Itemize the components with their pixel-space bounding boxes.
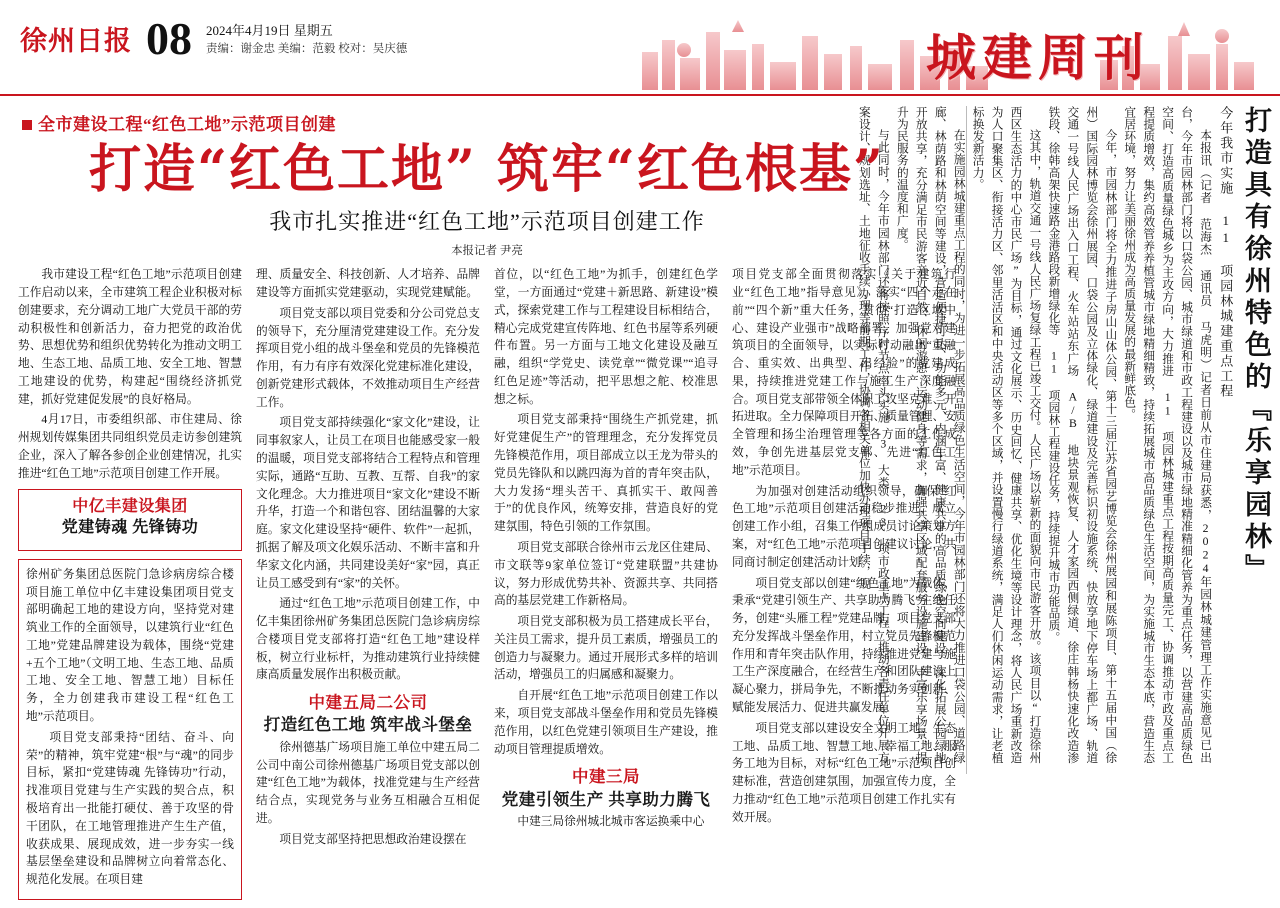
paragraph: 项目党支部秉持“团结、奋斗、向荣”的精神，筑牢党建“根”与“魂”的同步目标，紧扣“党建铸魂 先锋铸功”行动，找准项目党建与生产实践的契合点，积极培育出一批能打硬仗、善于攻坚的骨干团队，在工地管理推进产生生产值，收获成果、展现成效，进一步夯实一线基层堡垒建设和品牌树立向着常态化、规范化发展。在项目建 — [26, 730, 234, 887]
paragraph: 我市建设工程“红色工地”示范项目创建工作启动以来，全市建筑工程企业积极对标创建要求，充分调动工地广大党员干部的劳动积极性和创新活力，奋力把党的政治优势、思想优势和组织优势转化为推动文明工地、生态工地、品质工地、安全工地、智慧工地建设的优势，构建起“围绕经济抓党建，抓好党建促发展”的良好格局。 — [18, 268, 242, 406]
article-kicker — [22, 110, 956, 135]
paragraph: 通过“红色工地”示范项目创建工作，中亿丰集团徐州矿务集团总医院门急诊病房综合楼项目党支部将打造“红色工地”建设样板，树立行业标杆，为推动建筑行业持续健康高质量发展作出积极贡献。 — [256, 597, 480, 682]
article-byline: 本报记者 尹亮 — [451, 245, 523, 258]
paragraph: 徐州德基广场项目施工单位中建五局二公司中南公司徐州德基广场项目党支部以创建“红色工地”为载体，找准党建与生产经营结合点，实现党务与业务互相融合互相促进。 — [256, 740, 480, 825]
page-number: 08 — [146, 13, 192, 64]
paragraph: 项目党支部持续强化“家文化”建设，让同事叙家人，让员工在项目也能感受家一般的温暖，项目党支部将结合工程特点和管理实际，通路“互助、互教、互帮、自我”的家文化理念。大力推进项目“家文化”建设不断升华，打造一个和谐包容、团结温馨的大家庭。家文化建设坚持“硬件、软件”一起抓，抓据了解及项文化娱乐活动、不断丰富和升华家文化内涵，共同建设美好“家”园，真正让员工感受到有“家”的关怀。 — [256, 416, 480, 590]
paragraph: 首位，以“红色工地”为抓手，创建红色学堂，一方面通过“党建＋新思路、新建设”模式，探索党建工作与工程建设目标相结合，精心完成党建宣传阵地、红色书屋等系列硬件布置。另一方面与工地文化建设及融互融，组织“学党史、读党章”“微党课”“追寻红色足迹”等活动，把平思想之舵、校准思想之标。 — [494, 268, 718, 406]
page-body — [0, 96, 1280, 887]
subsection-title-zhongjian5: 中建五局二公司 打造红色工地 筑牢战斗堡垒 — [263, 693, 473, 735]
paragraph: 在实施园林城建重点工程的同时，为进一步拓展高品质绿色生活空间，今年市园林部门还将大力推进口袋公园、道路绿廊、林荫路和林荫空间等建设，营造便捷可达、功能多元、内涵丰富、健康共享的高品质绿色空间建设。深化拓展公园绿地开放共享，充分满足市民游客亲近自然、休闲游憩、运动健身等需求，加强共享区域配套服务设施建设，丰富乐享场景，提升为民服务的温度和广度。 — [895, 106, 966, 764]
article-columns — [18, 266, 956, 908]
paragraph: 项目党支部坚持把思想政治建设摆在 — [279, 832, 467, 846]
paragraph: 为加强对创建活动组织领导，确保“红色工地”示范项目创建活动稳步推进，成立创建工作小组，召集工作组成员讨论策划方案，对“红色工地”示范项目创建议讨论，共同商讨制定创建活动计划。 — [732, 484, 956, 569]
paragraph: 项目党支部以建设安全文明工地、生态工地、品质工地、智慧工地、幸福工地、服务工地为目标，对标“红色工地”示范项目创建标准，营造创建氛围，加强宣传力度，全力推动“红色工地”示范项目创建工作扎实有效开展。 — [732, 721, 956, 824]
side-article-title: 打造具有徐州特色的『乐享园林』 — [1240, 106, 1271, 586]
company-box-body — [18, 559, 242, 900]
issue-credits: 责编：谢金忠 美编：范毅 校对：吴庆德 — [206, 42, 408, 55]
issue-info — [206, 22, 407, 58]
article-column-4 — [732, 266, 956, 908]
paragraph: 项目党支部积极为员工搭建成长平台，关注员工需求，提升员工素质，增强员工的创造力与凝聚力。通过开展形式多样的培训活动，增强员工的归属感和凝聚力。 — [494, 615, 718, 682]
paragraph: 今年，市园林部门将全力推进子房山山体公园、第十三届江苏省园艺博览会徐州展园和展陈项目、第十五届中国（徐州）国际园林博览会徐州展园、口袋公园及立体绿化、绿道建设及完善标识初设施系统、快放享地下停车场上都广场、轨道交通一号线人民广场出入口工程、火车站站东广场 A/B 地块景观恢复、人才家园西侧绿道、徐庄韩杨快速化改造渗铁段、徐韩高架快速路金港路段新增绿化等 11 项园林工程建设任务，持续提升城市功能品质。 — [1047, 106, 1118, 764]
article-subhead: 我市扎实推进“红色工地”示范项目创建工作 — [269, 209, 705, 235]
side-article-subtitle: 今年我市实施 11 项园林城建重点工程 — [1218, 106, 1234, 399]
paragraph: 自开展“红色工地”示范项目创建工作以来，项目党支部战斗堡垒作用和党员先锋模范作用，以红色党建引领项目生产建设，推动项目管理提质增效。 — [494, 689, 718, 756]
article-headline: 打造“红色工地” 筑牢“红色根基” — [89, 139, 885, 200]
paragraph: 项目党支部以项目党委和分公司党总支的领导下，充分厘清党建建设工作。充分发挥项目党小组的战斗堡垒和党员的先锋模范作用，有力有序有效深化党建标准化建设，创新党建形式载体，不效推动项目生产经营工作。 — [256, 306, 480, 409]
subsection-title-zhongjian3: 中建三局 党建引领生产 共享助力腾飞 — [501, 767, 711, 809]
paragraph: 4月17日，市委组织部、市住建局、徐州规划传媒集团共同组织党员走访参创建筑企业，深入了解各参创企业创建情况，扎实推进“红色工地”示范项目创建工作开展。 — [18, 413, 242, 480]
paragraph: 这其中，轨道交通一号线人民广场复绿工程已竣工交付。人民广场以崭新的面貌向市民游客开放。该项目以“打造徐州西区生态活力的中心市民广场”为目标，通过文化展示、历史回忆、健康共享、优化生境等设计理念，将人民广场重新改造为人口聚集区、衔接活力区、邻里活活区和中央活动区等多个区域，并设置慢行绿道系统，满足人们休闲运动需求，让老植标换发新活力。 — [971, 106, 1042, 764]
newspaper-name: 徐州日报 — [20, 26, 132, 57]
paragraph: 本报讯（记者 范海杰 通讯员 马虎明）记者日前从市住建局获悉，2024年园林城建管理工作实施意见已出台，今年市园林部门将以口袋公园、城市绿道和市政工程建设以及城市绿地精准精细化管养为重点任务，以营建高品质绿色空间、打造高质量绿色城乡为主攻方向，大力推进 11 项园林城建重点工程按期高质量完工、协调推动市政及重点工程提质增效，集约高效管养养植管城市绿地精细精致，持续拓展城市高品质绿色生活空间，为实施城市生态本底，营造生态宜居环境，努力让美丽徐州成为高质量发展的最新鲜底色。 — [1123, 106, 1213, 764]
square-bullet-icon — [22, 120, 32, 130]
issue-date: 2024年4月19日 星期五 — [206, 23, 333, 38]
paragraph: 项目党支部以创建“红色工地”为载体，秉承“党建引领生产、共享助力腾飞”主线任务，创建“头雁工程”党建品牌，项目党支部充分发挥战斗堡垒作用，村立党员先锋模范作用和青年突击队作用，持续推进党建与施工生产深度融合，在经营生产和团队建设上凝心聚力，拼局争先，不断推动务实创新、赋能发展活力、促进共赢发展。 — [732, 576, 956, 714]
company-box-zhongyifeng — [18, 489, 242, 551]
paragraph: 理、质量安全、科技创新、人才培养、品牌建设等方面抓实党建驱动，实现党建赋能。 — [256, 268, 480, 300]
kicker-text: 全市建设工程“红色工地”示范项目创建 — [38, 115, 336, 134]
paragraph: 与此同时，今年市园林部门还将按照序时节点率头实施 3 大类 23 项市政重点工程，推动各责任单位开展方案设计、规划选址、土地征收手续办理等前期工作，协调各相关单位加快办理项目手续，规 — [857, 106, 890, 764]
paragraph: 中建三局徐州城北城市客运换乘中心 — [517, 814, 705, 828]
article-column-2 — [256, 266, 480, 908]
paragraph: 项目党支部联合徐州市云龙区住建局、市文联等9家单位签订“党建联盟”共建协议，努力形成优势共补、资源共享、共同搭高的基层党建工作新格局。 — [494, 540, 718, 608]
paragraph: 项目党支部秉持“围绕生产抓党建，抓好党建促生产”的管理理念，充分发挥党员先锋模范作用，项目部成立以王龙为带头的党员先锋队和以跳四海为首的青年突击队，大力发扬“埋头苦干、真抓实干、敢闯善于”的优良作风，统筹安排，营造良好的党建氛围，特色引领的工作氛围。 — [494, 413, 718, 534]
side-article — [857, 106, 1272, 774]
section-title: 城建周刊 — [926, 28, 1150, 87]
main-article — [18, 106, 956, 887]
company-box-title: 中亿丰建设集团 党建铸魂 先锋铸功 — [61, 497, 199, 537]
masthead — [0, 0, 1280, 96]
article-column-3 — [494, 266, 718, 908]
paragraph: 徐州矿务集团总医院门急诊病房综合楼项目施工单位中亿丰建设集团项目党支部明确起工地的建设方向，坚持党对建筑业工作的全面领导，以建筑行业“红色工地”党建品牌建设为载体，围绕“党建+五个工地”（文明工地、生态工地、品质工地、安全工地、智慧工地）目标任务，全力创建我市建设工程“红色工地”示范项目。 — [26, 567, 234, 724]
paragraph: 项目党支部全面贯彻落实《关于建筑行业“红色工地”指导意见》，落实“四个走在前”“四个新”重大任务，贯彻“打造区域中心、建设产业强市”战略部署，加强党对建筑项目的全面领导，以实际行动融出“重融合、重实效、出典型、出经验”的党建成果，持续推进党建工作与施工生产深度融合。项目党支部带领全体职工攻坚克难、开拓进取。全力保障项目开拓、质量管理、安全管理和扬尘治理管理等各方面的工作成效，争创先进基层党支部、先进“红色工地”示范项目。 — [732, 268, 956, 477]
article-column-1 — [18, 266, 242, 908]
